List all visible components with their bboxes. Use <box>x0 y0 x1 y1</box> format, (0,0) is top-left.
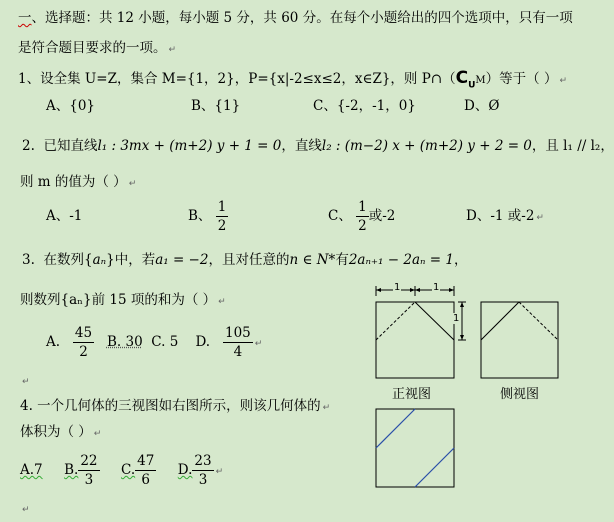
front-view-dim-2: 1 <box>433 282 440 293</box>
q1-option-a: A、{0} <box>46 98 96 114</box>
complement-symbol: $C_U$ <box>455 68 476 91</box>
q4-options: A.7 B. $\frac{22}{3}$ C. $\frac{47}{6}$ D. $\frac{23}{3}$ ↵ <box>20 453 224 488</box>
q4-optb-fraction: $\frac{22}{3}$ <box>80 453 98 488</box>
q4-optc-fraction: $\frac{47}{6}$ <box>137 453 155 488</box>
q3-stem: 3. 在数列{aₙ}中，若a₁ = −2，且对任意的n ∈ N*有2aₙ₊₁ − 2aₙ = 1， <box>22 252 468 268</box>
side-view-figure <box>480 298 560 380</box>
q3-opta-fraction: $\frac{45}{2}$ <box>74 325 93 360</box>
section-number: 一 <box>18 10 32 26</box>
q3-options: A. $\frac{45}{2}$ B. 30 C. 5 D. $\frac{105}{4}$ ↵ <box>46 325 263 360</box>
q4-optd-fraction: $\frac{23}{3}$ <box>194 453 212 488</box>
front-view-label: 正视图 <box>392 387 432 402</box>
q2-optc-fraction: $\frac{1}{2}$ <box>358 199 367 234</box>
q2-option-b: B、 $\frac{1}{2}$ <box>188 199 227 234</box>
q1-option-b: B、{1} <box>191 98 241 114</box>
q3-line2: 则数列{aₙ}前 15 项的和为（ ） ↵ <box>20 292 226 308</box>
blank-line-end: ↵ <box>22 505 30 515</box>
q2-line-l2: l₂ : (m−2) x + (m+2) y + 2 = 0 <box>321 138 532 154</box>
q2-option-d: D、-1 或-2 ↵ <box>466 208 544 224</box>
q4-line1: 4. 一个几何体的三视图如右图所示，则该几何体的 ↵ <box>20 398 331 414</box>
q4-line2: 体积为（ ） ↵ <box>20 424 102 440</box>
q3-optd-fraction: $\frac{105}{4}$ <box>224 325 251 360</box>
q3-option-b: B. 30 <box>106 334 143 350</box>
q3-option-c: C. 5 <box>151 334 179 350</box>
section-header-line2: 是符合题目要求的一项。 ↵ <box>18 40 177 56</box>
q2-option-a: A、-1 <box>46 208 83 224</box>
q2-line2: 则 m 的值为（ ） ↵ <box>20 174 137 190</box>
front-view-dim-side: 1 <box>453 313 460 324</box>
section-header-line1: 一、选择题：共 12 小题，每小题 5 分，共 60 分。在每个小题给出的四个选项中，只有一项 <box>18 10 573 26</box>
front-view-dim-1: 1 <box>394 282 401 293</box>
q1-stem: 1、设全集 U=Z，集合 M={1，2}，P={x|-2≤x≤2，x∈Z}，则 $P\cap(C_UM)$等于（ ） ↵ <box>18 68 568 91</box>
q2-optb-fraction: $\frac{1}{2}$ <box>217 199 227 234</box>
front-view-figure <box>370 282 472 382</box>
top-view-figure <box>375 408 457 490</box>
blank-line: ↵ <box>22 377 30 387</box>
q2-option-c: C、 $\frac{1}{2}$ 或-2 <box>328 199 396 234</box>
q1-option-d: D、Ø <box>464 98 500 114</box>
q1-option-c: C、{-2，-1，0} <box>313 98 416 114</box>
side-view-label: 侧视图 <box>500 387 540 402</box>
q2-stem: 2. 已知直线l₁ : 3mx + (m+2) y + 1 = 0，直线l₂ : (m−2) x + (m+2) y + 2 = 0，且 l₁ // l₂， <box>22 138 614 154</box>
q4-option-a: A.7 <box>20 462 43 478</box>
q2-line-l1: l₁ : 3mx + (m+2) y + 1 = 0 <box>97 138 282 154</box>
